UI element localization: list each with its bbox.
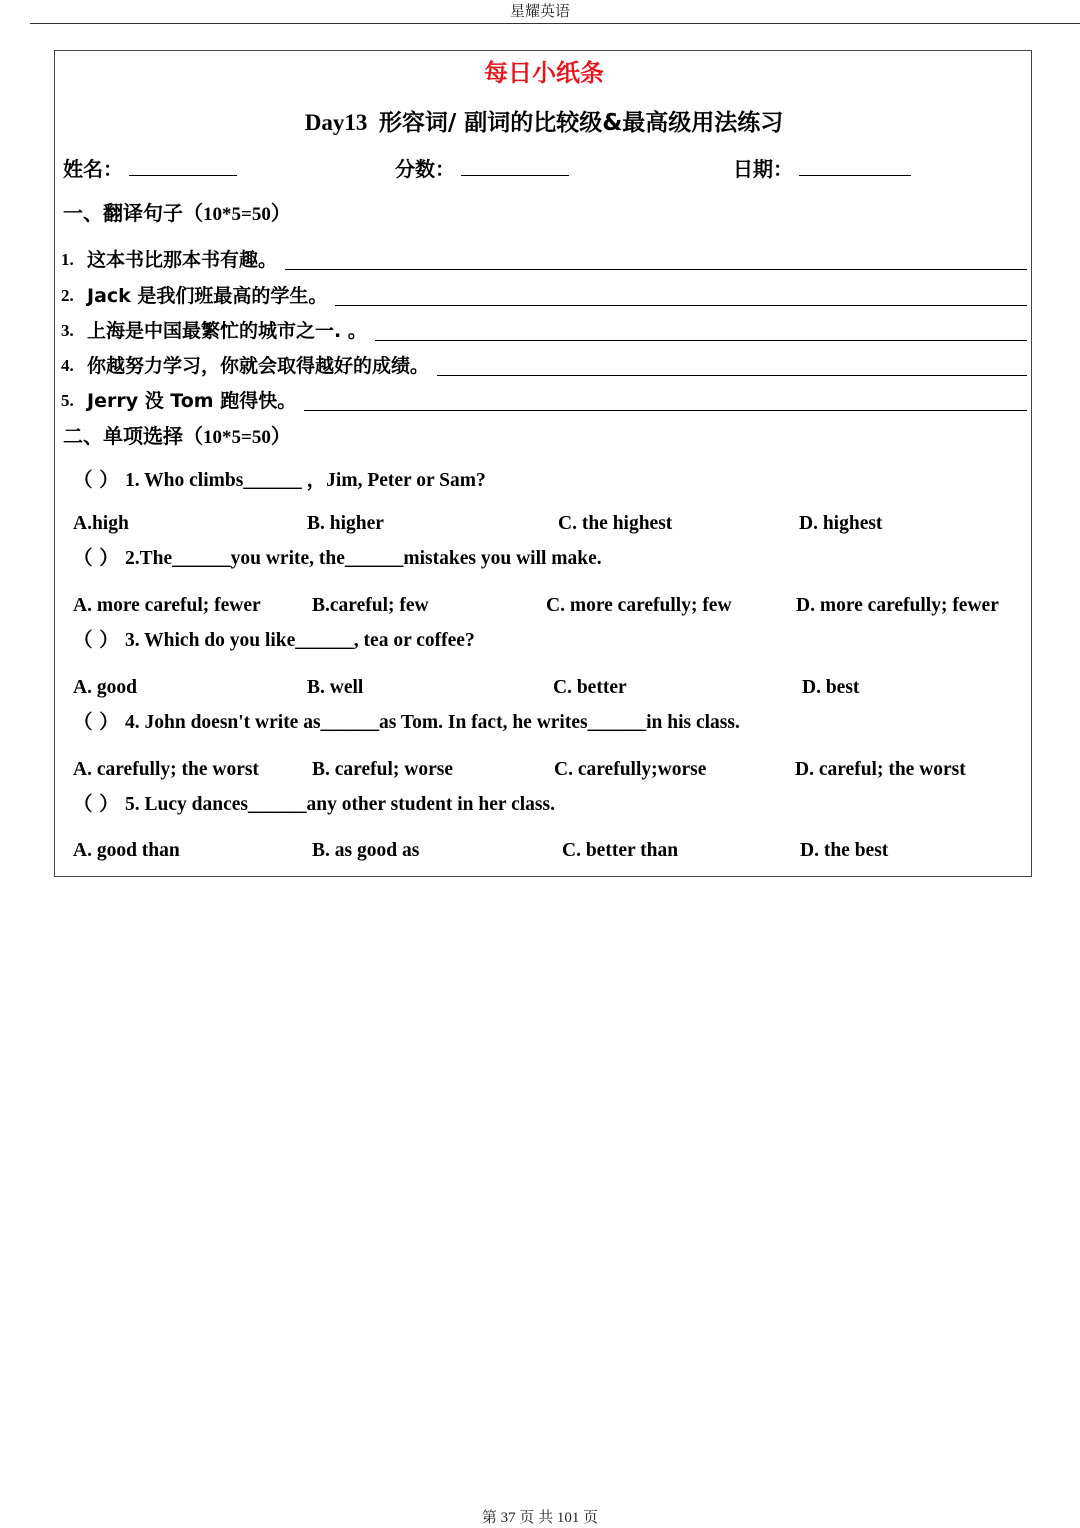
q5-option-d: D. the best (800, 840, 889, 861)
q2-option-d: D. more carefully; fewer (796, 595, 999, 616)
section-1-heading (63, 199, 291, 229)
question-4 (73, 709, 740, 736)
q1-option-a: A.high (73, 513, 129, 534)
item-text: Jack 是我们班最高的学生。 (87, 285, 328, 307)
date-blank[interactable] (799, 157, 911, 176)
answer-paren[interactable]: （ ） (73, 792, 119, 815)
date-label: 日期： (733, 157, 793, 181)
translation-item-1 (61, 247, 1027, 273)
worksheet-title: 每日小纸条 (484, 59, 604, 87)
translation-item-3 (61, 318, 1027, 344)
question-5 (73, 791, 555, 818)
answer-line[interactable] (304, 409, 1027, 411)
q3-option-b: B. well (307, 677, 364, 698)
date-field (733, 155, 911, 183)
score-field (395, 155, 569, 183)
q1-option-d: D. highest (799, 513, 883, 534)
q3-option-a: A. good (73, 677, 137, 698)
score-label: 分数： (395, 157, 455, 181)
item-number: 4. (61, 356, 74, 375)
q3-option-d: D. best (802, 677, 860, 698)
section-2-score: 10*5=50 (203, 427, 271, 448)
question-stem: 1. Who climbs______ ，Jim, Peter or Sam? (125, 470, 486, 491)
answer-paren[interactable]: （ ） (73, 628, 119, 651)
header-divider (30, 23, 1080, 24)
q1-option-c: C. the highest (558, 513, 673, 534)
question-stem: 3. Which do you like______, tea or coffee? (125, 630, 475, 651)
section-2-label: 二、单项选择（ (63, 424, 203, 448)
question-2 (73, 545, 602, 572)
page-header: 星耀英语 (509, 2, 570, 20)
q3-option-c: C. better (553, 677, 627, 698)
item-number: 2. (61, 286, 74, 305)
answer-line[interactable] (375, 339, 1027, 341)
section-2-close: ） (270, 424, 291, 448)
q1-option-b: B. higher (307, 513, 384, 534)
section-1-score: 10*5=50 (203, 204, 271, 225)
section-1-label: 一、翻译句子（ (63, 201, 203, 225)
page-footer: 第 37 页 共 101 页 (481, 1510, 599, 1526)
question-stem: 5. Lucy dances______any other student in her class. (125, 794, 555, 815)
item-number: 1. (61, 250, 74, 269)
name-blank[interactable] (129, 157, 237, 176)
question-stem: 2.The______you write, the______mistakes you will make. (125, 548, 602, 569)
q4-option-b: B. careful; worse (312, 759, 453, 780)
answer-line[interactable] (335, 304, 1027, 306)
q4-option-a: A. carefully; the worst (73, 759, 259, 780)
translation-item-4 (61, 353, 1027, 379)
translation-item-2 (61, 283, 1027, 309)
q5-option-b: B. as good as (312, 840, 420, 861)
item-text: 这本书比那本书有趣。 (87, 249, 278, 271)
worksheet-box (54, 50, 1032, 877)
item-number: 3. (61, 321, 74, 340)
answer-paren[interactable]: （ ） (73, 468, 119, 491)
item-text: 你越努力学习，你就会取得越好的成绩。 (87, 355, 430, 377)
item-text: Jerry 没 Tom 跑得快。 (87, 390, 297, 412)
item-text: 上海是中国最繁忙的城市之一. 。 (87, 320, 367, 342)
question-stem: 4. John doesn't write as______as Tom. In fact, he writes______in his class. (125, 712, 740, 733)
q2-option-c: C. more carefully; few (546, 595, 732, 616)
q2-option-b: B.careful; few (312, 595, 429, 616)
name-field (63, 155, 237, 183)
q5-option-c: C. better than (562, 840, 679, 861)
question-3 (73, 627, 475, 654)
day-label: Day13 (304, 110, 368, 135)
score-blank[interactable] (461, 157, 569, 176)
q2-option-a: A. more careful; fewer (73, 595, 261, 616)
question-1 (73, 467, 486, 494)
worksheet-subtitle (55, 107, 1033, 139)
topic-label: 形容词/ 副词的比较级&最高级用法练习 (378, 110, 784, 136)
answer-paren[interactable]: （ ） (73, 546, 119, 569)
answer-line[interactable] (285, 268, 1027, 270)
q4-option-d: D. careful; the worst (795, 759, 966, 780)
answer-line[interactable] (437, 374, 1027, 376)
translation-item-5 (61, 388, 1027, 414)
section-1-close: ） (270, 201, 291, 225)
item-number: 5. (61, 391, 74, 410)
section-2-heading (63, 422, 291, 452)
q4-option-c: C. carefully;worse (554, 759, 707, 780)
q5-option-a: A. good than (73, 840, 180, 861)
answer-paren[interactable]: （ ） (73, 710, 119, 733)
name-label: 姓名： (63, 157, 123, 181)
